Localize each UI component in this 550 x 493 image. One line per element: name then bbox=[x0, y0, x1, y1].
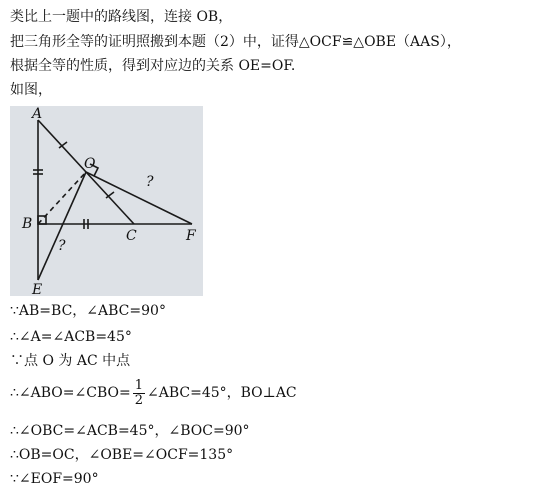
proof-line-3: ∵点 O 为 AC 中点 bbox=[10, 353, 131, 369]
fraction-numerator: 1 bbox=[134, 377, 143, 393]
line-oe bbox=[38, 172, 86, 280]
text-line-4: 如图， bbox=[10, 82, 52, 98]
proof-line-7: ∵∠EOF=90° bbox=[10, 471, 99, 487]
proof-line-4 bbox=[10, 376, 297, 410]
question-mark-1: ? bbox=[146, 174, 154, 190]
text-line-3: 根据全等的性质，得到对应边的关系 OE=OF. bbox=[10, 58, 296, 74]
proof-line-4-pre: ∴∠ABO=∠CBO= bbox=[10, 385, 131, 401]
fraction-denominator: 2 bbox=[134, 392, 143, 408]
label-a: A bbox=[32, 106, 43, 122]
label-b: B bbox=[22, 216, 33, 232]
fraction-one-half bbox=[133, 379, 145, 408]
label-f: F bbox=[186, 228, 196, 244]
geometry-diagram bbox=[10, 106, 203, 296]
text-line-2: 把三角形全等的证明照搬到本题（2）中，证得△OCF≌△OBE（AAS）， bbox=[10, 34, 461, 50]
line-of bbox=[86, 172, 192, 224]
proof-line-6: ∴OB=OC，∠OBE=∠OCF=135° bbox=[10, 447, 234, 463]
question-mark-2: ? bbox=[58, 238, 66, 254]
label-c: C bbox=[126, 228, 137, 244]
proof-line-5: ∴∠OBC=∠ACB=45°，∠BOC=90° bbox=[10, 423, 250, 439]
label-e: E bbox=[32, 282, 43, 296]
proof-line-4-post: ∠ABC=45°，BO⊥AC bbox=[146, 385, 297, 401]
proof-line-2: ∴∠A=∠ACB=45° bbox=[10, 329, 132, 345]
label-o: O bbox=[84, 156, 96, 172]
geometry-figure bbox=[10, 106, 203, 296]
text-line-1: 类比上一题中的路线图，连接 OB， bbox=[10, 9, 233, 25]
proof-line-1: ∵AB=BC，∠ABC=90° bbox=[10, 303, 166, 319]
